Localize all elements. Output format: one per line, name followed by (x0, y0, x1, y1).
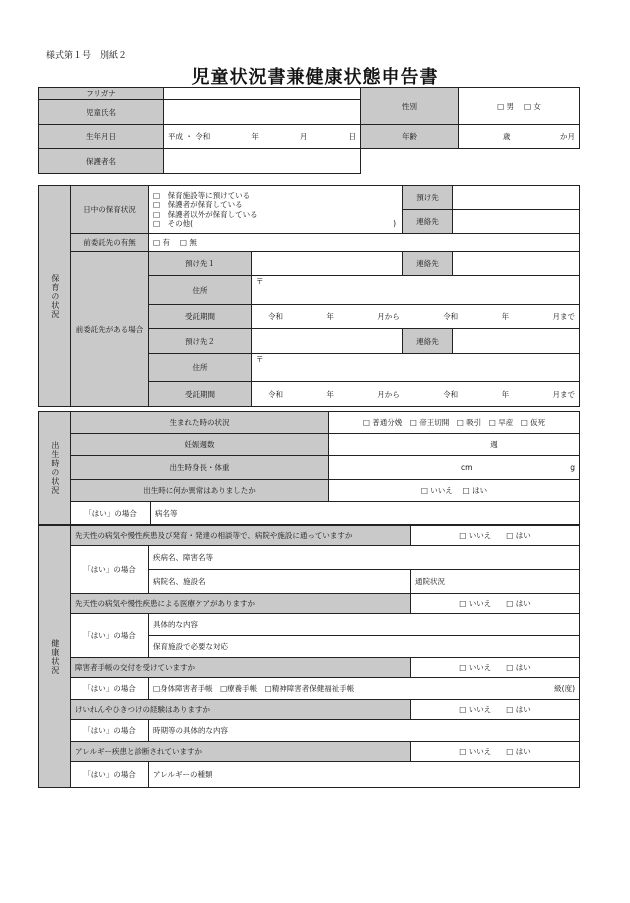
place1-contact-label: 連絡先 (403, 252, 453, 276)
daytime-care-label: 日中の保育状況 (71, 186, 149, 234)
place-field[interactable] (453, 186, 580, 210)
guardian-field[interactable] (164, 149, 361, 174)
sex-label: 性別 (361, 88, 459, 125)
place2-period-label: 受託期間 (149, 382, 252, 407)
identity-table (38, 87, 579, 174)
years-unit: 歳 (503, 132, 511, 141)
q3-label: 障害者手帳の交付を受けていますか (71, 658, 411, 678)
q1-options[interactable]: □ いいえ □ はい (411, 526, 580, 546)
place-label: 預け先 (403, 186, 453, 210)
q1-status-field[interactable]: 通院状況 (411, 570, 580, 594)
place1-label: 預け先１ (149, 252, 252, 276)
contact-field[interactable] (453, 210, 580, 234)
health-table (38, 525, 579, 788)
daytime-care-options (149, 186, 403, 234)
era-options: 平成 ・ 令和 (168, 132, 211, 141)
place2-address-label: 住所 (149, 354, 252, 382)
q4-label: けいれんやひきつけの経験はありますか (71, 700, 411, 720)
place2-address-field[interactable]: 〒 (252, 354, 580, 382)
place2-field[interactable] (252, 329, 403, 354)
child-name-label: 児童氏名 (39, 100, 164, 125)
health-section-label: 健康状況 (39, 526, 71, 788)
child-name-field[interactable] (164, 100, 361, 125)
page-title: 児童状況書兼健康状態申告書 (191, 67, 439, 88)
care-option-guardian[interactable]: □ 保護者が保育している (153, 200, 243, 210)
care-option-facility[interactable]: □ 保育施設等に預けている (153, 190, 251, 200)
care-option-other-person[interactable]: □ 保護者以外が保育している (153, 209, 258, 219)
place1-field[interactable] (252, 252, 403, 276)
place2-contact-field[interactable] (453, 329, 580, 354)
q5-label: アレルギー疾患と診断されていますか (71, 742, 411, 762)
year-unit: 年 (251, 132, 259, 141)
q3-options[interactable]: □ いいえ □ はい (411, 658, 580, 678)
furigana-label: フリガナ (39, 88, 164, 100)
pregnancy-weeks-field[interactable]: 週 (329, 434, 580, 456)
month-unit: 月 (299, 132, 308, 141)
guardian-label: 保護者名 (39, 149, 164, 174)
q1-disease-field[interactable]: 疾病名、障害名等 (149, 546, 580, 570)
birth-abnormal-options[interactable]: □ いいえ □ はい (329, 480, 580, 502)
q3-yes-case-label: 「はい」の場合 (71, 678, 149, 700)
day-unit: 日 (348, 132, 356, 141)
birth-condition-options[interactable]: □ 普通分娩 □ 帝王切開 □ 吸引 □ 早産 □ 仮死 (329, 412, 580, 434)
place2-period-field[interactable]: 令和 年 月から 令和 年 月まで (252, 382, 580, 407)
contact-label: 連絡先 (403, 210, 453, 234)
form-number: 様式第１号 別紙２ (46, 51, 128, 61)
disease-name-field[interactable]: 病名等 (151, 502, 580, 525)
furigana-field[interactable] (164, 88, 361, 100)
months-unit: か月 (560, 132, 575, 141)
prev-entrust-label: 前委託先の有無 (71, 234, 149, 252)
place1-address-field[interactable]: 〒 (252, 276, 580, 305)
prev-case-label: 前委託先がある場合 (71, 252, 149, 407)
female-checkbox[interactable]: □ 女 (523, 101, 541, 111)
birth-size-field[interactable]: cm g (329, 456, 580, 480)
age-label: 年齢 (361, 125, 459, 149)
care-table (38, 185, 579, 407)
q4-detail-field[interactable]: 時期等の具体的な内容 (149, 720, 580, 742)
place2-contact-label: 連絡先 (403, 329, 453, 354)
q2-yes-case-label: 「はい」の場合 (71, 614, 149, 658)
pregnancy-weeks-label: 妊娠週数 (71, 434, 329, 456)
male-checkbox[interactable]: □ 男 (497, 101, 515, 111)
q4-options[interactable]: □ いいえ □ はい (411, 700, 580, 720)
q5-yes-case-label: 「はい」の場合 (71, 762, 149, 788)
q1-hospital-field[interactable]: 病院名、施設名 (149, 570, 411, 594)
birthdate-label: 生年月日 (39, 125, 164, 149)
birth-yes-case-label: 「はい」の場合 (71, 502, 151, 525)
q2-options[interactable]: □ いいえ □ はい (411, 594, 580, 614)
birthdate-field[interactable] (164, 125, 361, 149)
care-section-label: 保育の状況 (39, 186, 71, 407)
q1-label: 先天性の病気や慢性疾患及び発育・発達の相談等で、病院や施設に通っていますか (71, 526, 411, 546)
place1-period-label: 受託期間 (149, 305, 252, 329)
place1-period-field[interactable]: 令和 年 月から 令和 年 月まで (252, 305, 580, 329)
place1-address-label: 住所 (149, 276, 252, 305)
prev-entrust-options[interactable]: □ 有 □ 無 (149, 234, 580, 252)
age-field[interactable] (459, 125, 580, 149)
q2-needed-field[interactable]: 保育施設で必要な対応 (149, 636, 580, 658)
q3-types-field[interactable]: □身体障害者手帳 □療養手帳 □精神障害者保健福祉手帳 級(度) (149, 678, 580, 700)
birth-size-label: 出生時身長・体重 (71, 456, 329, 480)
q5-detail-field[interactable]: アレルギーの種類 (149, 762, 580, 788)
q4-yes-case-label: 「はい」の場合 (71, 720, 149, 742)
birth-condition-label: 生まれた時の状況 (71, 412, 329, 434)
birth-table (38, 411, 579, 525)
q1-yes-case-label: 「はい」の場合 (71, 546, 149, 594)
place2-label: 預け先２ (149, 329, 252, 354)
birth-abnormal-label: 出生時に何か異常はありましたか (71, 480, 329, 502)
q2-detail-field[interactable]: 具体的な内容 (149, 614, 580, 636)
care-option-other[interactable]: □ その他( ) (153, 218, 396, 228)
q5-options[interactable]: □ いいえ □ はい (411, 742, 580, 762)
sex-options (459, 88, 580, 125)
birth-section-label: 出生時の状況 (39, 412, 71, 525)
place1-contact-field[interactable] (453, 252, 580, 276)
q2-label: 先天性の病気や慢性疾患による医療ケアがありますか (71, 594, 411, 614)
